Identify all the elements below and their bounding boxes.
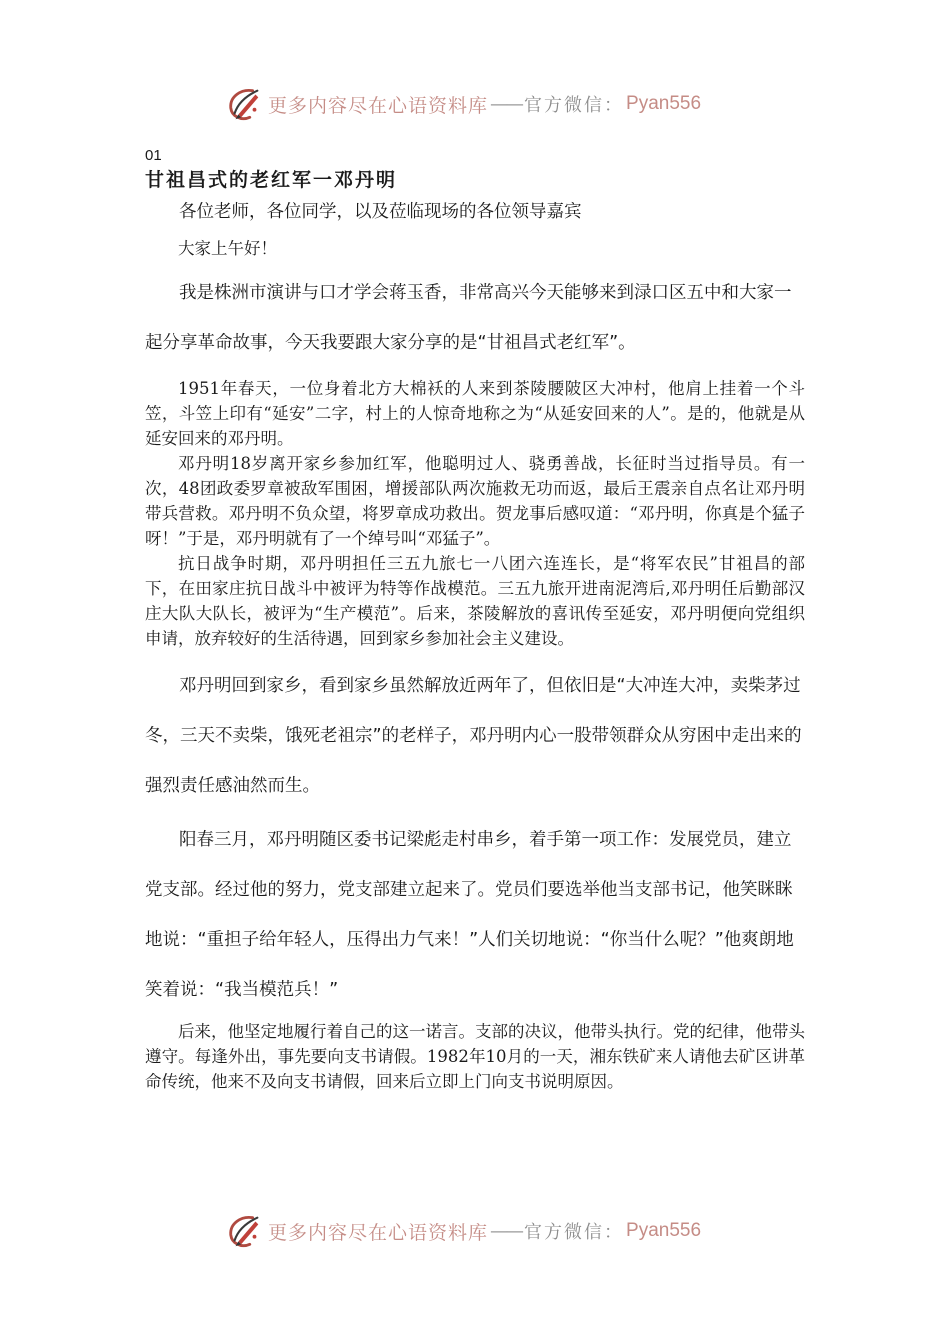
pen-logo-icon	[226, 1212, 264, 1250]
story-paragraph-homecoming: 邓丹明回到家乡，看到家乡虽然解放近两年了，但依旧是“大冲连大冲，卖柴茅过冬，三天不卖柴，饿死老祖宗”的老样子，邓丹明内心一股带领群众从穷困中走出来的强烈责任感油然而生。	[145, 676, 802, 796]
story-paragraph-promise: 后来，他坚定地履行着自己的这一诺言。支部的决议，他带头执行。党的纪律，他带头遵守。每逢外出，事先要向支书请假。1982年10月的一天，湘东铁矿来人请他去矿区讲革命传统，他来不及向支书请假，回来后立即上门向支书说明原因。	[145, 1022, 805, 1091]
story-paragraph-red-army: 邓丹明18岁离开家乡参加红军，他聪明过人、骁勇善战，长征时当过指导员。有一次，48团政委罗章被敌军围困，增援部队两次施救无功而返，最后王震亲自点名让邓丹明带兵营救。邓丹明不负众望，将罗章成功救出。贺龙事后感叹道：“邓丹明，你真是个猛子呀！”于是，邓丹明就有了一个绰号叫“邓猛子”。	[145, 454, 805, 548]
watermark-dash: ——	[490, 93, 523, 115]
intro-paragraph: 我是株洲市演讲与口才学会蒋玉香，非常高兴今天能够来到渌口区五中和大家一起分享革命故事，今天我要跟大家分享的是“甘祖昌式老红军”。	[145, 283, 792, 353]
article-number: 01	[145, 147, 162, 164]
story-paragraph-anti-japanese-war: 抗日战争时期，邓丹明担任三五九旅七一八团六连连长，是“将军农民”甘祖昌的部下，在田家庄抗日战斗中被评为特等作战模范。三五九旅开进南泥湾后,邓丹明任后勤部汉庄大队大队长，被评为“生产模范”。后来，茶陵解放的喜讯传至延安，邓丹明便向党组织申请，放弃较好的生活待遇，回到家乡参加社会主义建设。	[145, 554, 805, 648]
watermark-dash: ——	[490, 1220, 523, 1242]
greeting-paragraph: 各位老师，各位同学，以及莅临现场的各位领导嘉宾	[179, 202, 582, 222]
header-watermark-banner	[226, 84, 701, 124]
watermark-slogan: 更多内容尽在心语资料库	[268, 94, 489, 117]
story-paragraph-party-branch: 阳春三月，邓丹明随区委书记梁彪走村串乡，着手第一项工作：发展党员，建立党支部。经过他的努力，党支部建立起来了。党员们要选举他当支部书记，他笑眯眯地说：“重担子给年轻人，压得出力气来！”人们关切地说：“你当什么呢？”他爽朗地笑着说：“我当模范兵！”	[145, 830, 794, 1000]
greeting-hello: 大家上午好！	[178, 239, 277, 258]
watermark-slogan: 更多内容尽在心语资料库	[268, 1221, 489, 1244]
pen-logo-icon	[226, 85, 264, 123]
article-title: 甘祖昌式的老红军一邓丹明	[145, 169, 398, 191]
watermark-official-label: 官方微信：	[524, 95, 625, 116]
article-body	[145, 146, 805, 1094]
watermark-wechat-id: Pyan556	[626, 93, 702, 114]
watermark-wechat-id: Pyan556	[626, 1220, 702, 1241]
story-paragraph-1951: 1951年春天，一位身着北方大棉袄的人来到茶陵腰陂区大冲村，他肩上挂着一个斗笠，斗笠上印有“延安”二字，村上的人惊奇地称之为“从延安回来的人”。是的，他就是从延安回来的邓丹明。	[145, 379, 805, 448]
footer-watermark-banner	[226, 1211, 701, 1251]
watermark-official-label: 官方微信：	[524, 1222, 625, 1243]
